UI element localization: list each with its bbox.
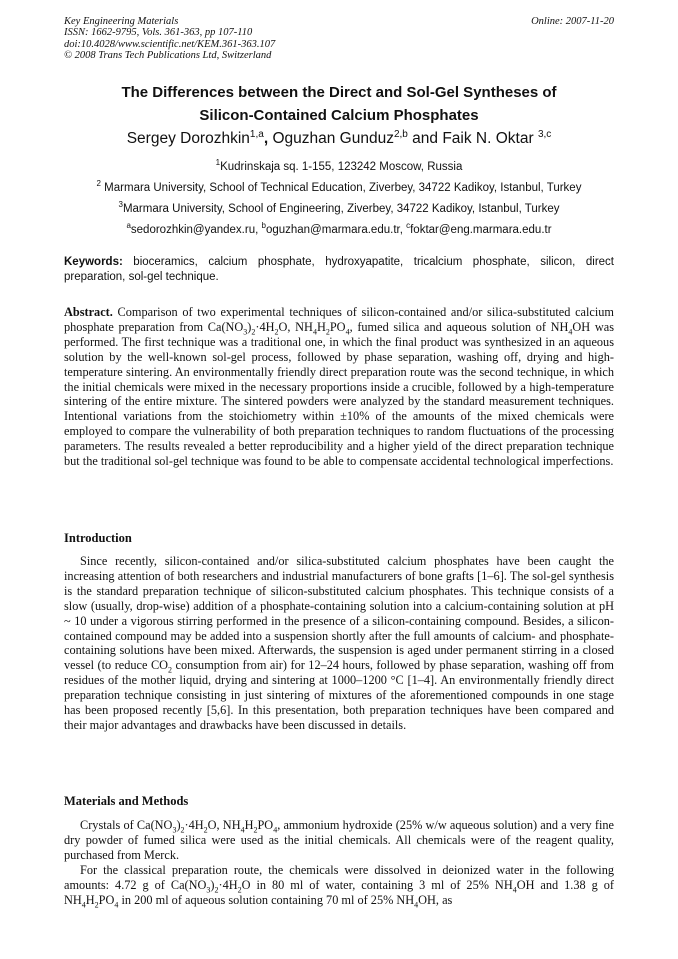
author-conjunction: and [407, 130, 443, 148]
subscript: 4 [345, 327, 350, 337]
subscript: 2 [274, 327, 279, 337]
methods-text: ·4H [218, 877, 238, 892]
email-a: sedorozhkin@yandex.ru, [130, 223, 262, 236]
affiliation-2-text: Marmara University, School of Technical Education, Ziverbey, 34722 Kadikoy, Istanbul, Turkey [100, 181, 582, 194]
methods-paragraph-2 [64, 863, 614, 908]
abstract-text: ) [247, 319, 252, 334]
subscript: 2 [203, 825, 208, 835]
author-1-superscript: 1,a [249, 129, 264, 140]
subscript: 2 [253, 825, 258, 835]
author-2-superscript: 2,b [393, 129, 408, 140]
journal-header [64, 16, 275, 62]
methods-paragraph-1 [64, 818, 614, 863]
title-line-1: The Differences between the Direct and Sol-Gel Syntheses of [121, 84, 557, 101]
keywords-text: bioceramics, calcium phosphate, hydroxyapatite, tricalcium phosphate, silicon, direct preparation, sol-gel technique. [64, 256, 614, 283]
subscript: 3 [172, 825, 177, 835]
methods-text: PO [257, 818, 274, 832]
methods-text: H [85, 892, 95, 907]
subscript: 2 [214, 885, 219, 895]
author-gunduz: Oguzhan Gunduz [272, 130, 394, 148]
abstract-text: OH was performed. The first technique was a traditional one, in which the final product was synthesized in an aqueous solution by the well-known sol-gel process, followed by phase separation, washing off, drying and high-temperature sintering. An environmentally friendly direct preparation route was the second technique, in which the initial chemicals were mixed in the necessary proportions inside a crucible, followed by a high-temperature sintering of the entire mixture. The sintered powders were analyzed by the standard measurement techniques. Intentional variations from the stoichiometry within ±10% of the amounts of the mixed chemicals were employed to compare the vulnerability of both preparation techniques to random fluctuations of the processing parameters. The results revealed a better reproducibility and a higher yield of the direct preparation technique but the traditional sol-gel technique was found to be able to compensate accidental technological imperfections. [64, 319, 614, 469]
keywords [64, 255, 614, 285]
methods-text: , ammonium hydroxide (25% w/w aqueous solution) and a very fine dry powder of fumed silica were used as the initial chemicals. All chemicals were of the reagent quality, purchased from Merck. [64, 818, 614, 862]
subscript: 2 [168, 665, 173, 675]
abstract-text: PO [329, 319, 346, 334]
subscript: 4 [114, 900, 119, 910]
online-date: Online: 2007-11-20 [531, 16, 614, 27]
affiliation-2 [64, 177, 614, 195]
abstract-label: Abstract. [64, 305, 113, 319]
affiliation-1-marker: 1 [215, 158, 221, 167]
author-3-superscript: 3,c [537, 129, 552, 140]
methods-text: H [244, 818, 254, 832]
methods-text: OH, as [418, 892, 453, 907]
methods-text: in 200 ml of aqueous solution containing 70 ml of 25% NH [118, 892, 415, 907]
methods-text: OH and 1.38 g of NH [64, 877, 614, 907]
subscript: 2 [251, 327, 256, 337]
subscript: 3 [243, 327, 248, 337]
subscript: 2 [237, 885, 242, 895]
email-c-marker: c [406, 221, 411, 230]
title-line-2: Silicon-Contained Calcium Phosphates [199, 107, 479, 124]
author-oktar: Faik N. Oktar [442, 130, 538, 148]
methods-text: For the classical preparation route, the chemicals were dissolved in deionized water in the following amounts: 4.72 g of Ca(NO [64, 863, 614, 892]
methods-text: O in 80 ml of water, containing 3 ml of 25% NH [241, 877, 513, 892]
email-b: oguzhan@marmara.edu.tr, [265, 223, 407, 236]
affiliation-3 [64, 198, 614, 216]
email-b-marker: b [261, 221, 266, 230]
email-c: foktar@eng.marmara.edu.tr [410, 223, 552, 236]
methods-heading: Materials and Methods [64, 794, 189, 808]
affiliation-1-text: Kudrinskaja sq. 1-155, 123242 Moscow, Russia [220, 160, 463, 173]
abstract-text: , fumed silica and aqueous solution of NH [349, 319, 569, 334]
subscript: 4 [512, 885, 517, 895]
subscript: 4 [312, 327, 317, 337]
introduction-heading: Introduction [64, 531, 132, 545]
email-list [64, 219, 614, 237]
subscript: 4 [81, 900, 86, 910]
subscript: 2 [94, 900, 99, 910]
abstract-text: Comparison of two experimental techniques of silicon-contained and/or silica-substituted calcium phosphate preparation from Ca(NO [64, 305, 614, 334]
subscript: 4 [240, 825, 245, 835]
affiliation-2-marker: 2 [96, 179, 101, 188]
affiliation-1 [64, 156, 614, 174]
issn-line: ISSN: 1662-9795, Vols. 361-363, pp 107-110 [64, 27, 253, 39]
methods-text: ) [210, 877, 215, 892]
methods-text: ·4H [184, 818, 204, 832]
methods-text: ) [176, 818, 181, 832]
affiliation-3-marker: 3 [118, 200, 123, 209]
keywords-label: Keywords: [64, 256, 123, 268]
doi-line: doi:10.4028/www.scientific.net/KEM.361-363.107 [64, 38, 276, 50]
methods-text: O, NH [207, 818, 241, 832]
introduction-text: Since recently, silicon-contained and/or silica-substituted calcium phosphates have been caught the increasing attention of both researchers and industrial manufacturers of bone grafts [1–6]. The sol-gel synthesis is the standard preparation technique of silicon-substituted calcium phosphates. This technique consists of a slow (usually, drop-wise) addition of a phosphate-containing solution into a calcium-containing solution at pH ~ 10 under a vigorous stirring performed in the presence of a silicon-containing compound. Besides, a silicon-contained compound may be added into a suspension shortly after the full amounts of calcium- and phosphate-containing solutions have been mixed. Afterwards, the suspension is aged under permanent stirring in a closed vessel (to reduce CO [64, 554, 614, 673]
journal-name: Key Engineering Materials [64, 16, 179, 27]
methods-text: PO [98, 892, 115, 907]
introduction-paragraph [64, 554, 614, 733]
subscript: 4 [568, 327, 573, 337]
paper-title [64, 81, 614, 127]
abstract-text: O, NH [278, 319, 313, 334]
author-list: Sergey Dorozhkin$^{1,a}$, Oguzhan Gunduz$^{2,b}$ and Faik N. Oktar $^{3,c}$ [126, 129, 552, 148]
subscript: 4 [273, 825, 278, 835]
author-dorozhkin: Sergey Dorozhkin [126, 130, 250, 148]
abstract-text: H [316, 319, 326, 334]
introduction-text: consumption from air) for 12–24 hours, followed by phase separation, washing off from residues of the mother liquid, drying and sintering at 1000–1200 °C [1–4]. An environmentally friendly direct preparation technique consisting in just sintering of mixtures of the aforementioned compounds in one stage has been proposed recently [5,6]. In this presentation, both preparation techniques have been compared and their major advantages and drawbacks have been discussed in details. [64, 658, 614, 732]
copyright-line: © 2008 Trans Tech Publications Ltd, Switzerland [64, 50, 272, 62]
subscript: 2 [325, 327, 330, 337]
affiliation-3-text: Marmara University, School of Engineering, Ziverbey, 34722 Kadikoy, Istanbul, Turkey [122, 202, 560, 215]
subscript: 2 [180, 825, 185, 835]
methods-text: Crystals of Ca(NO [80, 818, 173, 832]
abstract-text: ·4H [255, 319, 275, 334]
abstract [64, 305, 614, 469]
subscript: 4 [414, 900, 419, 910]
subscript: 3 [206, 885, 211, 895]
email-a-marker: a [126, 221, 131, 230]
